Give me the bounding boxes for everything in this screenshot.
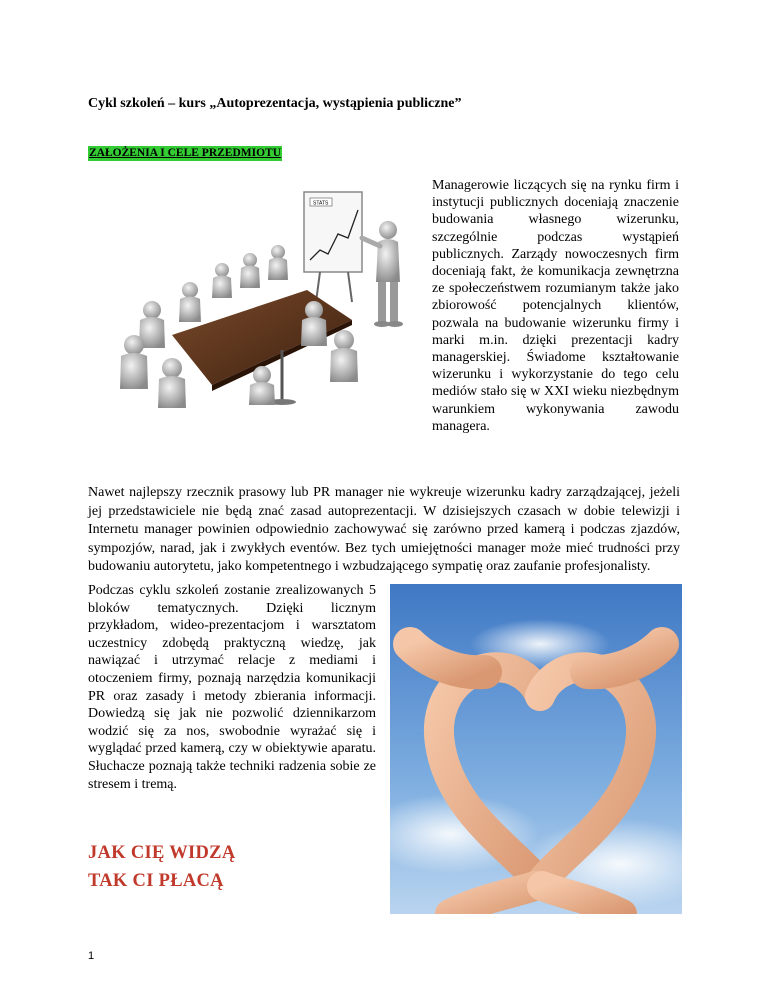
document-title: Cykl szkoleń – kurs „Autoprezentacja, wystąpienia publiczne” (88, 96, 462, 111)
section-heading: ZAŁOŻENIA I CELE PRZEDMIOTU (89, 147, 282, 159)
page-number: 1 (88, 950, 95, 962)
board-label: STATS (313, 200, 329, 207)
slogan-line-2: TAK CI PŁACĄ (88, 871, 224, 891)
presentation-board (304, 192, 362, 302)
intro-paragraph: Managerowie liczących się na rynku firm i instytucji publicznych doceniają znaczenie budowania własnego wizerunku, szczególnie podczas wystąpień publicznych. Zarządy nowoczesnych firm doceniają fakt, że komunikacja zewnętrzna ze społeczeństwem rozumianym także jako zbiorowość potencjalnych klientów, pozwala na budowanie wizerunku firmy i marki m.in. dzięki prezentacji kadry managerskiej. Świadome kształtowanie wizerunku i wykorzystanie do tego celu mediów stało się w XXI wieku niezbędnym warunkiem wykonywania zawodu managera. (432, 178, 679, 434)
heart-hands-photo (390, 584, 682, 914)
meeting-illustration (112, 190, 417, 410)
slogan-line-1: JAK CIĘ WIDZĄ (88, 843, 236, 863)
presenter-figure (362, 221, 403, 327)
body-paragraph: Nawet najlepszy rzecznik prasowy lub PR manager nie wykreuje wizerunku kadry zarządzającej, jeżeli jej przedstawiciele nie będą znać zasad autoprezentacji. W dzisiejszych czasach w dobie telewizji i Internetu manager powinien odpowiednio zachowywać się zarówno przed kamerą i podczas zjazdów, sympozjów, narad, jak i zwykłych eventów. Bez tych umiejętności manager może mieć trudności przy budowaniu autorytetu, jako kompetentnego i wzbudzającego sympatię oraz zaufanie profesjonalisty. (88, 485, 680, 574)
course-paragraph: Podczas cyklu szkoleń zostanie zrealizowanych 5 bloków tematycznych. Dzięki licznym przykładom, wideo-prezentacjom i warsztatom uczestnicy zdobędą praktyczną wiedzę, jak nawiązać i utrzymać relacje z mediami i otoczeniem firmy, poznają narzędzia komunikacji PR oraz zasady i metody zbierania informacji. Dowiedzą się jak nie pozwolić dziennikarzom wodzić się za nos, swobodnie wyrażać się i wyglądać przed kamerą, czy w obiektywie aparatu. Słuchacze poznają także techniki radzenia sobie ze stresem i tremą. (88, 583, 376, 792)
